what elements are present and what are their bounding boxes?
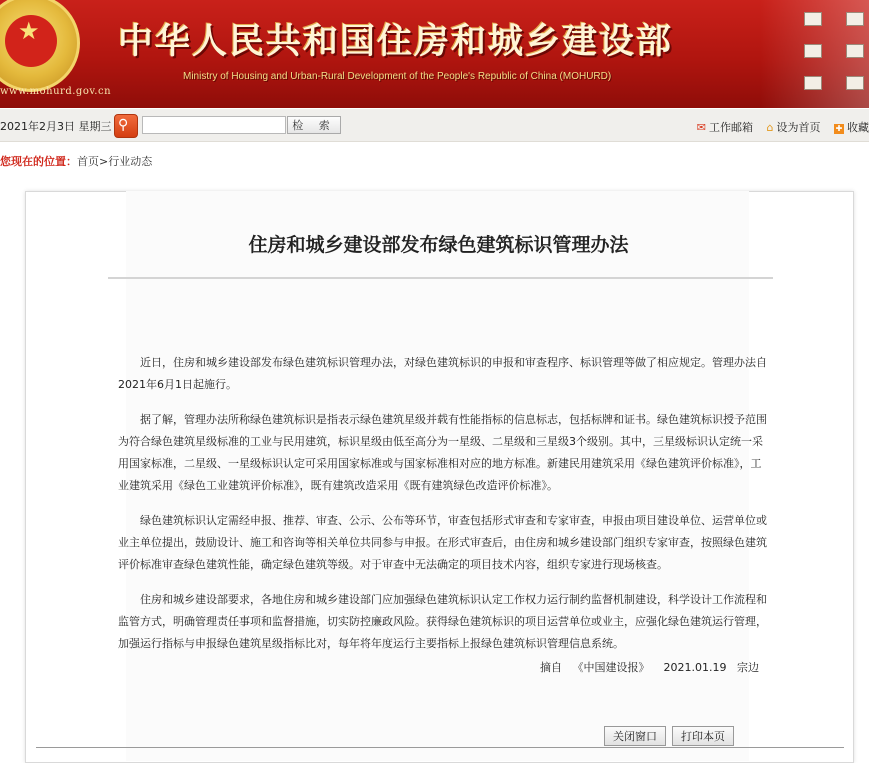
article-paragraph: 近日，住房和城乡建设部发布绿色建筑标识管理办法，对绿色建筑标识的申报和审查程序、标识管理等做了相应规定。管理办法自2021年6月1日起施行。 <box>118 356 767 391</box>
search-icon[interactable]: ⚲ <box>114 114 138 138</box>
source-author: 宗边 <box>736 661 759 674</box>
source-date: 2021.01.19 <box>663 661 727 674</box>
title-divider <box>108 277 773 279</box>
header-banner <box>0 0 869 108</box>
work-mail-link[interactable]: ✉ 工作邮箱 <box>696 121 754 134</box>
article-source: 摘自 《中国建设报》 2021.01.19 宗边 <box>540 661 759 674</box>
current-date: 2021年2月3日 星期三 <box>0 120 112 133</box>
site-url: www.mohurd.gov.cn <box>0 86 112 97</box>
building-decoration <box>760 0 869 108</box>
search-button[interactable]: 检 索 <box>287 116 341 134</box>
bookmark-link[interactable]: ✚ 收藏 <box>835 121 869 134</box>
top-toolbar <box>0 109 869 142</box>
toolbar-links <box>687 119 869 135</box>
article-body <box>118 352 768 668</box>
breadcrumb-label: 您现在的位置： <box>0 155 77 168</box>
article-paragraph: 住房和城乡建设部要求，各地住房和城乡建设部门应加强绿色建筑标识认定工作权力运行制约监督机制建设，科学设计工作流程和监管方式，明确管理责任事项和监督措施，切实防控廉政风险。获得绿色建筑标识的项目运营单位或业主，应强化绿色建筑运行管理，加强运行指标与申报绿色建筑星级指标比对，每年将年度运行主要指标上报绿色建筑标识管理信息系统。 <box>118 593 767 650</box>
home-icon: ⌂ <box>766 121 774 134</box>
source-name: 《中国建设报》 <box>572 661 650 674</box>
national-emblem-icon: ★ <box>0 0 80 92</box>
site-subtitle: Ministry of Housing and Urban-Rural Development of the People's Republic of China (MOHURD) <box>183 71 612 82</box>
close-window-button[interactable]: 关闭窗口 <box>604 726 666 746</box>
set-homepage-link[interactable]: ⌂ 设为首页 <box>766 121 821 134</box>
site-title: 中华人民共和国住房和城乡建设部 <box>118 21 674 62</box>
breadcrumb-path[interactable]: 首页>行业动态 <box>77 155 153 168</box>
breadcrumb <box>0 153 152 169</box>
search-input[interactable] <box>142 116 286 134</box>
article-title: 住房和城乡建设部发布绿色建筑标识管理办法 <box>248 234 629 256</box>
bookmark-icon: ✚ <box>835 124 843 133</box>
article-paragraph: 绿色建筑标识认定需经申报、推荐、审查、公示、公布等环节，审查包括形式审查和专家审查，申报由项目建设单位、运营单位或业主单位提出，鼓励设计、施工和咨询等相关单位共同参与申报。在形式审查后，由住房和城乡建设部门组织专家审查，按照绿色建筑评价标准审查绿色建筑性能，确定绿色建筑等级。对于审查中无法确定的项目技术内容，组织专家进行现场核查。 <box>118 514 767 571</box>
article-paragraph: 据了解，管理办法所称绿色建筑标识是指表示绿色建筑星级并载有性能指标的信息标志，包括标牌和证书。绿色建筑标识授予范围为符合绿色建筑星级标准的工业与民用建筑，标识星级由低至高分为一星级、二星级和三星级3个级别。其中，三星级标识认定统一采用国家标准，二星级、一星级标识认定可采用国家标准或与国家标准相对应的地方标准。新建民用建筑采用《绿色建筑评价标准》，工业建筑采用《绿色工业建筑评价标准》，既有建筑改造采用《既有建筑绿色改造评价标准》。 <box>118 413 767 492</box>
mail-icon: ✉ <box>696 121 707 134</box>
bottom-divider <box>36 747 844 748</box>
print-page-button[interactable]: 打印本页 <box>672 726 734 746</box>
